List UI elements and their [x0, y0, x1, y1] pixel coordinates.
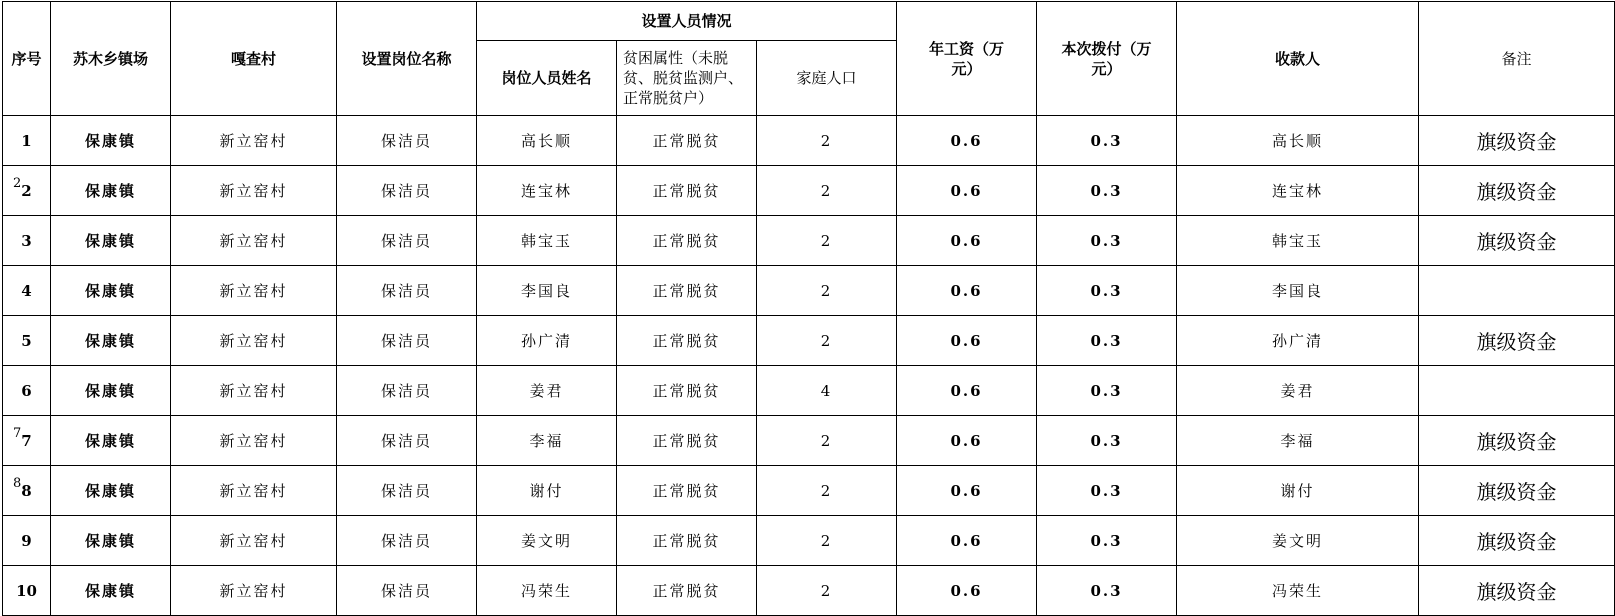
table-row	[3, 166, 1615, 216]
row-position: 保洁员	[337, 166, 477, 216]
table-row	[3, 566, 1615, 616]
row-payment: 0.3	[1037, 266, 1177, 316]
row-annual-wage: 0.6	[897, 416, 1037, 466]
row-family-size: 2	[757, 466, 897, 516]
table-header	[3, 2, 1615, 116]
row-village: 新立窑村	[171, 316, 337, 366]
row-index: 8	[21, 482, 32, 500]
row-poverty-attr: 正常脱贫	[617, 316, 757, 366]
row-township: 保康镇	[51, 366, 171, 416]
row-index: 4	[21, 282, 32, 300]
row-village: 新立窑村	[171, 166, 337, 216]
row-village: 新立窑村	[171, 566, 337, 616]
row-index-superscript: 7	[13, 426, 22, 441]
row-poverty-attr: 正常脱贫	[617, 116, 757, 166]
row-family-size: 2	[757, 216, 897, 266]
row-position: 保洁员	[337, 266, 477, 316]
row-index: 1	[21, 132, 32, 150]
row-position: 保洁员	[337, 216, 477, 266]
row-payment: 0.3	[1037, 466, 1177, 516]
row-village: 新立窑村	[171, 366, 337, 416]
row-family-size: 2	[757, 516, 897, 566]
row-township: 保康镇	[51, 166, 171, 216]
row-payment: 0.3	[1037, 566, 1177, 616]
row-remark: 旗级资金	[1419, 516, 1615, 566]
table-row	[3, 266, 1615, 316]
row-index-cell	[3, 166, 51, 216]
row-payee: 韩宝玉	[1177, 216, 1419, 266]
row-index: 10	[16, 582, 37, 600]
row-village: 新立窑村	[171, 416, 337, 466]
row-payment: 0.3	[1037, 166, 1177, 216]
row-poverty-attr: 正常脱贫	[617, 266, 757, 316]
row-payee: 连宝林	[1177, 166, 1419, 216]
row-remark	[1419, 366, 1615, 416]
row-payment: 0.3	[1037, 316, 1177, 366]
row-position: 保洁员	[337, 566, 477, 616]
row-poverty-attr: 正常脱贫	[617, 166, 757, 216]
row-township: 保康镇	[51, 116, 171, 166]
row-index-cell	[3, 566, 51, 616]
row-staff-name: 韩宝玉	[477, 216, 617, 266]
row-position: 保洁员	[337, 116, 477, 166]
row-payee: 姜君	[1177, 366, 1419, 416]
row-payment: 0.3	[1037, 116, 1177, 166]
table-row	[3, 316, 1615, 366]
header-staffing-group: 设置人员情况	[477, 2, 897, 41]
row-remark: 旗级资金	[1419, 166, 1615, 216]
header-payee: 收款人	[1177, 2, 1419, 116]
row-family-size: 4	[757, 366, 897, 416]
row-position: 保洁员	[337, 516, 477, 566]
row-payee: 孙广清	[1177, 316, 1419, 366]
header-position: 设置岗位名称	[337, 2, 477, 116]
row-staff-name: 谢付	[477, 466, 617, 516]
row-index-cell	[3, 466, 51, 516]
row-position: 保洁员	[337, 416, 477, 466]
row-village: 新立窑村	[171, 216, 337, 266]
row-village: 新立窑村	[171, 516, 337, 566]
row-payee: 姜文明	[1177, 516, 1419, 566]
row-remark: 旗级资金	[1419, 216, 1615, 266]
row-remark: 旗级资金	[1419, 116, 1615, 166]
row-family-size: 2	[757, 566, 897, 616]
row-remark	[1419, 266, 1615, 316]
row-staff-name: 高长顺	[477, 116, 617, 166]
header-index: 序号	[3, 2, 51, 116]
row-index: 5	[21, 332, 32, 350]
row-annual-wage: 0.6	[897, 116, 1037, 166]
row-poverty-attr: 正常脱贫	[617, 566, 757, 616]
row-index: 3	[21, 232, 32, 250]
row-staff-name: 孙广清	[477, 316, 617, 366]
table-row	[3, 516, 1615, 566]
row-poverty-attr: 正常脱贫	[617, 366, 757, 416]
row-staff-name: 李福	[477, 416, 617, 466]
table-row	[3, 366, 1615, 416]
row-township: 保康镇	[51, 416, 171, 466]
row-annual-wage: 0.6	[897, 316, 1037, 366]
row-village: 新立窑村	[171, 466, 337, 516]
row-index-cell	[3, 516, 51, 566]
row-index: 2	[21, 182, 32, 200]
row-index-cell	[3, 416, 51, 466]
header-township: 苏木乡镇场	[51, 2, 171, 116]
row-annual-wage: 0.6	[897, 466, 1037, 516]
header-village: 嘎查村	[171, 2, 337, 116]
row-index-cell	[3, 316, 51, 366]
header-poverty-attr: 贫困属性（未脱贫、脱贫监测户、正常脱贫户）	[617, 41, 757, 116]
row-annual-wage: 0.6	[897, 516, 1037, 566]
row-index: 6	[21, 382, 32, 400]
row-family-size: 2	[757, 116, 897, 166]
row-position: 保洁员	[337, 366, 477, 416]
table-row	[3, 466, 1615, 516]
row-village: 新立窑村	[171, 116, 337, 166]
row-payment: 0.3	[1037, 216, 1177, 266]
row-annual-wage: 0.6	[897, 366, 1037, 416]
row-township: 保康镇	[51, 466, 171, 516]
header-remark: 备注	[1419, 2, 1615, 116]
row-remark: 旗级资金	[1419, 316, 1615, 366]
row-staff-name: 姜文明	[477, 516, 617, 566]
row-annual-wage: 0.6	[897, 216, 1037, 266]
row-remark: 旗级资金	[1419, 466, 1615, 516]
row-township: 保康镇	[51, 216, 171, 266]
row-position: 保洁员	[337, 316, 477, 366]
row-payee: 李国良	[1177, 266, 1419, 316]
row-remark: 旗级资金	[1419, 416, 1615, 466]
row-index-cell	[3, 366, 51, 416]
row-township: 保康镇	[51, 516, 171, 566]
row-payment: 0.3	[1037, 516, 1177, 566]
row-family-size: 2	[757, 316, 897, 366]
row-poverty-attr: 正常脱贫	[617, 416, 757, 466]
row-poverty-attr: 正常脱贫	[617, 516, 757, 566]
row-index-cell	[3, 116, 51, 166]
row-family-size: 2	[757, 266, 897, 316]
row-staff-name: 姜君	[477, 366, 617, 416]
row-remark: 旗级资金	[1419, 566, 1615, 616]
row-village: 新立窑村	[171, 266, 337, 316]
row-family-size: 2	[757, 416, 897, 466]
row-index-superscript: 2	[13, 176, 22, 191]
row-position: 保洁员	[337, 466, 477, 516]
table-row	[3, 216, 1615, 266]
row-payment: 0.3	[1037, 416, 1177, 466]
row-index-cell	[3, 266, 51, 316]
row-payee: 李福	[1177, 416, 1419, 466]
row-township: 保康镇	[51, 566, 171, 616]
row-annual-wage: 0.6	[897, 566, 1037, 616]
row-township: 保康镇	[51, 266, 171, 316]
header-annual-wage: 年工资（万元）	[897, 2, 1037, 116]
row-payment: 0.3	[1037, 366, 1177, 416]
row-staff-name: 李国良	[477, 266, 617, 316]
row-annual-wage: 0.6	[897, 166, 1037, 216]
header-family-size: 家庭人口	[757, 41, 897, 116]
row-poverty-attr: 正常脱贫	[617, 216, 757, 266]
row-payee: 高长顺	[1177, 116, 1419, 166]
row-poverty-attr: 正常脱贫	[617, 466, 757, 516]
payment-table	[2, 1, 1615, 616]
table-body	[3, 116, 1615, 616]
row-staff-name: 连宝林	[477, 166, 617, 216]
row-payee: 谢付	[1177, 466, 1419, 516]
row-family-size: 2	[757, 166, 897, 216]
table-row	[3, 116, 1615, 166]
row-township: 保康镇	[51, 316, 171, 366]
table-row	[3, 416, 1615, 466]
row-index: 7	[21, 432, 32, 450]
header-staff-name: 岗位人员姓名	[477, 41, 617, 116]
row-index: 9	[21, 532, 32, 550]
row-staff-name: 冯荣生	[477, 566, 617, 616]
row-index-superscript: 8	[13, 476, 22, 491]
row-annual-wage: 0.6	[897, 266, 1037, 316]
header-payment: 本次拨付（万元）	[1037, 2, 1177, 116]
row-payee: 冯荣生	[1177, 566, 1419, 616]
row-index-cell	[3, 216, 51, 266]
